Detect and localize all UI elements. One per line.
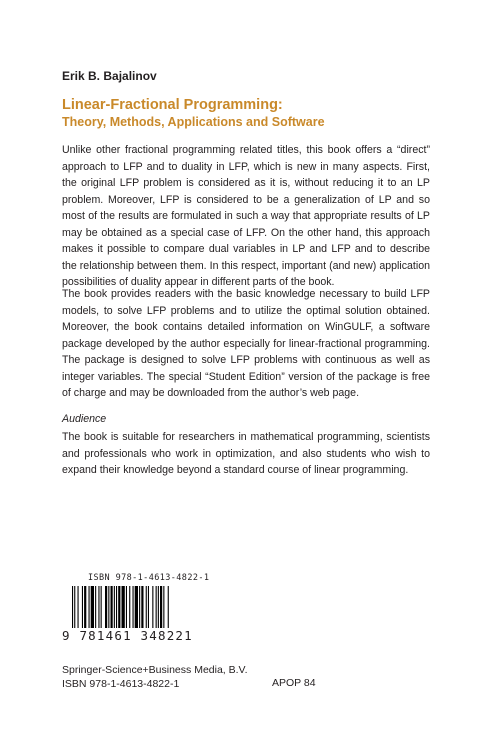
audience-label: Audience <box>62 413 107 425</box>
barcode-bar <box>141 586 143 628</box>
barcode-bar <box>105 586 107 628</box>
barcode-bar <box>91 586 94 628</box>
barcode-bar <box>84 586 86 628</box>
barcode-bar <box>146 586 147 628</box>
publisher-name: Springer-Science+Business Media, B.V. <box>62 664 248 676</box>
barcode-bar <box>129 586 130 628</box>
audience-paragraph: The book is suitable for researchers in mathematical programming, scientists and professionals who work in optimization, and also students who wish to expand their knowledge beyond a standard course of linear programming. <box>62 431 430 476</box>
barcode-bar <box>72 586 73 628</box>
barcode-bar <box>111 586 113 628</box>
series-code: APOP 84 <box>272 677 316 689</box>
barcode-bar <box>135 586 138 628</box>
barcode-bar <box>89 586 90 628</box>
barcode-bar <box>122 586 125 628</box>
barcode-bar <box>95 586 96 628</box>
barcode-bar <box>158 586 159 628</box>
barcode-bar <box>139 586 140 628</box>
barcode-bar <box>168 586 169 628</box>
barcode-bar <box>82 586 83 628</box>
barcode-bar <box>163 586 164 628</box>
barcode-bar <box>156 586 157 628</box>
barcode-bar <box>101 586 102 628</box>
publisher-isbn: ISBN 978-1-4613-4822-1 <box>62 678 180 690</box>
title-main: Linear-Fractional Programming: <box>62 97 283 113</box>
barcode-bars <box>72 586 222 628</box>
barcode-bar <box>114 586 115 628</box>
description-paragraph-2: The book provides readers with the basic knowledge necessary to build LFP models, to solve LFP problems and to utilize the optimal solution obtained. Moreover, the book contains detailed information on WinGULF, a software package developed by the author especially for linear-fractional programming. The package is designed to solve LFP problems with continuous as well as integer variables. The special “Student Edition” version of the package is free of charge and may be downloaded from the author’s web page. <box>62 288 430 399</box>
barcode-digits: 9 781461 348221 <box>62 628 193 643</box>
description-paragraph-1: Unlike other fractional programming related titles, this book offers a “direct” approach to LFP and to duality in LFP, which is new in many aspects. First, the original LFP problem is considered as it is, without reducing it to an LP problem. Moreover, LFP is considered to be a generalization of LP and so most of the results are formulated in such a way that appropriate results of LP may be obtained as a special case of LFP. On the other hand, this approach makes it possible to compare dual variables in LP and LFP and to describe the relationship between them. In this respect, important (and new) application possibilities of duality appear in different parts of the book. <box>62 144 430 288</box>
barcode-bar <box>78 586 79 628</box>
barcode-bar <box>126 586 127 628</box>
barcode-bar <box>160 586 162 628</box>
book-title <box>62 96 462 131</box>
barcode-bar <box>133 586 134 628</box>
barcode-bar <box>118 586 120 628</box>
barcode-bar <box>152 586 153 628</box>
barcode-bar <box>98 586 99 628</box>
barcode-bar <box>148 586 149 628</box>
author-name: Erik B. Bajalinov <box>62 69 157 83</box>
publisher-info <box>62 663 248 691</box>
isbn-barcode <box>62 572 222 652</box>
barcode-bar <box>108 586 109 628</box>
barcode-bar <box>116 586 117 628</box>
barcode-bar <box>74 586 75 628</box>
title-subtitle: Theory, Methods, Applications and Software <box>62 115 325 129</box>
barcode-isbn-text: ISBN 978-1-4613-4822-1 <box>88 573 210 583</box>
